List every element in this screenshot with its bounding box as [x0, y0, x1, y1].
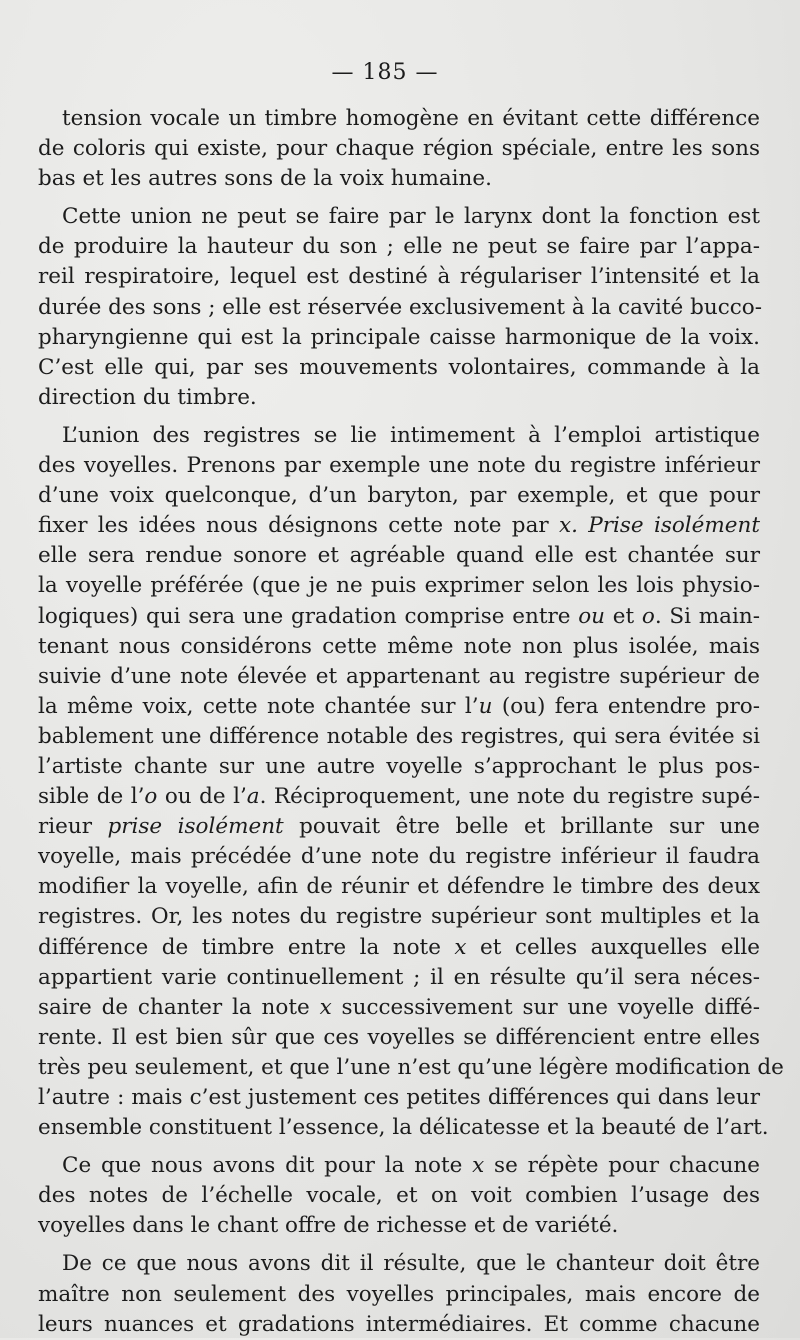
text-line [38, 782, 760, 812]
text-line [38, 293, 763, 323]
text-run: d’une voix quelconque, d’un baryton, par exemple, et que pour [38, 483, 760, 509]
italic-text: x [454, 934, 467, 960]
text-line [38, 602, 760, 632]
text-run: . Réciproquement, une note du registre supé- [259, 784, 760, 810]
text-line [38, 511, 760, 541]
text-line [38, 323, 760, 353]
text-line [38, 902, 760, 932]
text-line [38, 104, 760, 134]
text-line [38, 872, 760, 902]
text-line [38, 262, 760, 292]
text-run: elle sera rendue sonore et agréable quand elle est chantée sur [38, 543, 760, 569]
text-line [38, 232, 760, 262]
text-run: (ou) fera entendre pro- [492, 693, 760, 719]
text-line [38, 963, 760, 993]
text-line [38, 134, 760, 164]
text-run: se répète pour chacune [484, 1153, 760, 1179]
text-run: logiques) qui sera une gradation comprise entre [38, 603, 579, 629]
text-run: direction du timbre. [38, 384, 257, 410]
text-run: registres. Or, les notes du registre supérieur sont multiples et la [38, 904, 760, 930]
text-run: et celles auxquelles elle [466, 934, 760, 960]
text-run: ou de l’ [157, 784, 247, 810]
text-run: pharyngienne qui est la principale caisse harmonique de la voix. [38, 324, 760, 350]
text-run: l’autre : mais c’est justement ces petites différences qui dans leur [38, 1085, 760, 1110]
text-run: L’union des registres se lie intimement à l’emploi artistique [62, 422, 760, 448]
text-run: reil respiratoire, lequel est destiné à régulariser l’intensité et la [38, 264, 760, 290]
text-line [38, 1023, 760, 1053]
text-run: bas et les autres sons de la voix humaine. [38, 166, 492, 192]
text-line [38, 1151, 760, 1181]
text-line [38, 571, 760, 601]
text-run: des voyelles. Prenons par exemple une note du registre inférieur [38, 453, 760, 479]
text-line [38, 993, 760, 1023]
italic-text: a [246, 784, 260, 810]
text-run: successivement sur une voyelle diffé- [331, 994, 761, 1020]
text-line [38, 1113, 769, 1143]
text-line [38, 481, 760, 511]
text-run: tension vocale un timbre homogène en évitant cette différence [62, 106, 760, 131]
text-run: rente. Il est bien sûr que ces voyelles se différencient entre elles [38, 1024, 760, 1050]
italic-text: ou [578, 603, 606, 629]
text-run: de coloris qui existe, pour chaque région spéciale, entre les sons [38, 136, 760, 162]
text-run: sible de l’ [38, 784, 145, 810]
text-run: maître non seulement des voyelles principales, mais encore de [38, 1281, 760, 1307]
text-line [38, 632, 760, 662]
text-run: l’artiste chante sur une autre voyelle s’approchant le plus pos- [38, 753, 760, 779]
text-line [38, 1053, 784, 1083]
text-line [38, 421, 760, 451]
text-run: des notes de l’échelle vocale, et on voit combien l’usage des [38, 1183, 760, 1209]
italic-text: o [144, 784, 158, 810]
text-run: voyelles dans le chant offre de richesse et de variété. [38, 1213, 619, 1239]
text-line [38, 1083, 760, 1113]
text-run: durée des sons ; elle est réservée exclusivement à la cavité bucco- [38, 294, 763, 320]
text-line [38, 451, 760, 481]
text-line [38, 202, 760, 232]
text-run: Cette union ne peut se faire par le larynx dont la fonction est [62, 204, 760, 230]
text-line [38, 1310, 760, 1340]
text-run: bablement une différence notable des registres, qui sera évitée si [38, 723, 760, 749]
text-body [38, 104, 784, 1340]
text-line [38, 1249, 760, 1279]
italic-text: x. Prise isolément [558, 513, 760, 539]
text-line [38, 353, 760, 383]
text-line [38, 541, 760, 571]
text-run: saire de chanter la note [38, 994, 320, 1020]
text-run: pouvait être belle et brillante sur une [283, 814, 760, 840]
text-run: . Si main- [654, 603, 760, 629]
text-run: la même voix, cette note chantée sur l’ [38, 693, 479, 719]
text-line [38, 1280, 760, 1310]
page-number: — 185 — [331, 60, 439, 85]
text-line [38, 1211, 760, 1241]
text-run: ensemble constituent l’essence, la délicatesse et la beauté de l’art. [38, 1115, 769, 1141]
text-run: tenant nous considérons cette même note non plus isolée, mais [38, 633, 760, 659]
text-run: modifier la voyelle, afin de réunir et défendre le timbre des deux [38, 874, 760, 900]
text-run: très peu seulement, et que l’une n’est qu’une légère modification de [38, 1054, 784, 1080]
italic-text: o [641, 603, 655, 629]
italic-text: prise isolément [107, 814, 284, 840]
text-run: C’est elle qui, par ses mouvements volontaires, commande à la [38, 354, 760, 380]
text-line [38, 383, 760, 413]
text-run: De ce que nous avons dit il résulte, que le chanteur doit être [62, 1251, 760, 1277]
text-line [38, 812, 760, 842]
text-line [38, 1181, 760, 1211]
text-run: différence de timbre entre la note [38, 934, 455, 960]
text-run: de produire la hauteur du son ; elle ne peut se faire par l’appa- [38, 234, 760, 260]
text-run: suivie d’une note élevée et appartenant au registre supérieur de [38, 663, 760, 689]
text-run: leurs nuances et gradations intermédiaires. Et comme chacune [38, 1311, 760, 1337]
text-line [38, 752, 760, 782]
text-run: et [605, 603, 642, 629]
text-run: la voyelle préférée (que je ne puis exprimer selon les lois physio- [38, 573, 760, 599]
text-line [38, 662, 760, 692]
text-line [38, 692, 760, 722]
text-line [38, 722, 760, 752]
text-line [38, 842, 760, 872]
text-line [38, 933, 760, 963]
italic-text: x [472, 1153, 485, 1179]
text-run: Ce que nous avons dit pour la note [62, 1153, 473, 1179]
italic-text: u [478, 693, 493, 719]
text-run: rieur [38, 814, 108, 840]
text-run: appartient varie continuellement ; il en résulte qu’il sera néces- [38, 964, 760, 990]
text-run: fixer les idées nous désignons cette note par [38, 513, 559, 539]
text-line [38, 164, 760, 194]
italic-text: x [319, 994, 332, 1020]
text-run: voyelle, mais précédée d’une note du registre inférieur il faudra [38, 844, 760, 870]
